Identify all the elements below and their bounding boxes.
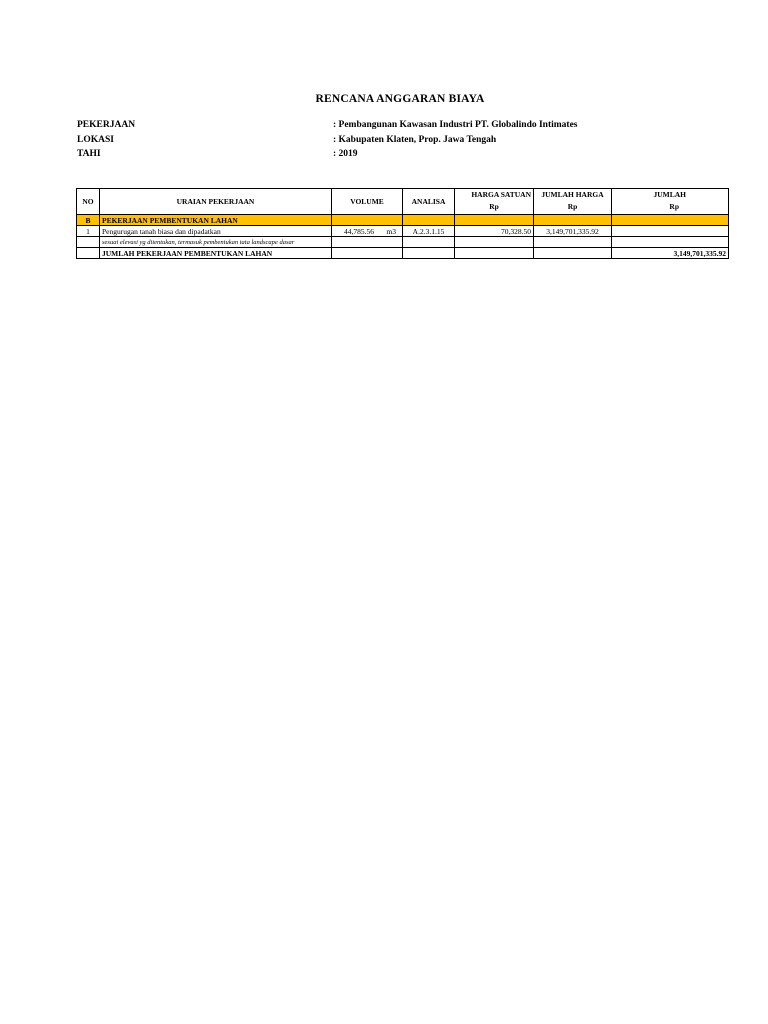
- document-title: RENCANA ANGGARAN BIAYA: [315, 93, 485, 105]
- item-uraian: Pengurugan tanah biasa dan dipadatkan: [100, 226, 332, 237]
- section-code: B: [77, 215, 100, 226]
- total-label: JUMLAH PEKERJAAN PEMBENTUKAN LAHAN: [100, 248, 332, 259]
- meta-value-pekerjaan: : Pembangunan Kawasan Industri PT. Globalindo Intimates: [333, 120, 578, 130]
- header-harga-satuan-label: HARGA SATUAN: [471, 190, 531, 199]
- budget-table: [76, 188, 729, 259]
- item-jumlah-harga: 3,149,701,335.92: [534, 226, 612, 237]
- table-header-row: [77, 189, 729, 215]
- meta-value-tahun: : 2019: [333, 149, 358, 159]
- header-jumlah-harga: [534, 189, 612, 215]
- header-jumlah-harga-label: JUMLAH HARGA: [541, 190, 604, 199]
- item-no: 1: [77, 226, 100, 237]
- item-unit: m3: [386, 226, 396, 236]
- header-harga-satuan-unit: Rp: [489, 202, 499, 211]
- header-analisa: ANALISA: [403, 189, 455, 215]
- header-uraian: URAIAN PEKERJAAN: [100, 189, 332, 215]
- meta-value-lokasi: : Kabupaten Klaten, Prop. Jawa Tengah: [333, 135, 497, 145]
- item-volume: 44,785.56: [344, 226, 374, 236]
- section-row: [77, 215, 729, 226]
- header-jumlah-label: JUMLAH: [653, 190, 686, 199]
- note-row: [77, 237, 729, 248]
- header-jumlah-unit: Rp: [669, 202, 679, 211]
- section-label: PEKERJAAN PEMBENTUKAN LAHAN: [100, 215, 332, 226]
- meta-label-pekerjaan: PEKERJAAN: [77, 120, 136, 130]
- header-jumlah: [612, 189, 729, 215]
- item-volume-cell: [332, 226, 403, 237]
- meta-label-tahun: TAHI: [77, 149, 101, 159]
- item-harga-satuan: 70,328.50: [455, 226, 534, 237]
- header-harga-satuan: [455, 189, 534, 215]
- total-value: 3,149,701,335.92: [612, 248, 729, 259]
- item-note: sesuai elevasi yg ditentukan, termasuk pembentukan tata landscape dasar: [100, 237, 332, 248]
- header-volume: VOLUME: [332, 189, 403, 215]
- header-jumlah-harga-unit: Rp: [567, 202, 578, 211]
- total-row: [77, 248, 729, 259]
- item-analisa: A.2.3.1.15: [403, 226, 455, 237]
- header-no: NO: [77, 189, 100, 215]
- meta-label-lokasi: LOKASI: [77, 135, 114, 145]
- table-row: [77, 226, 729, 237]
